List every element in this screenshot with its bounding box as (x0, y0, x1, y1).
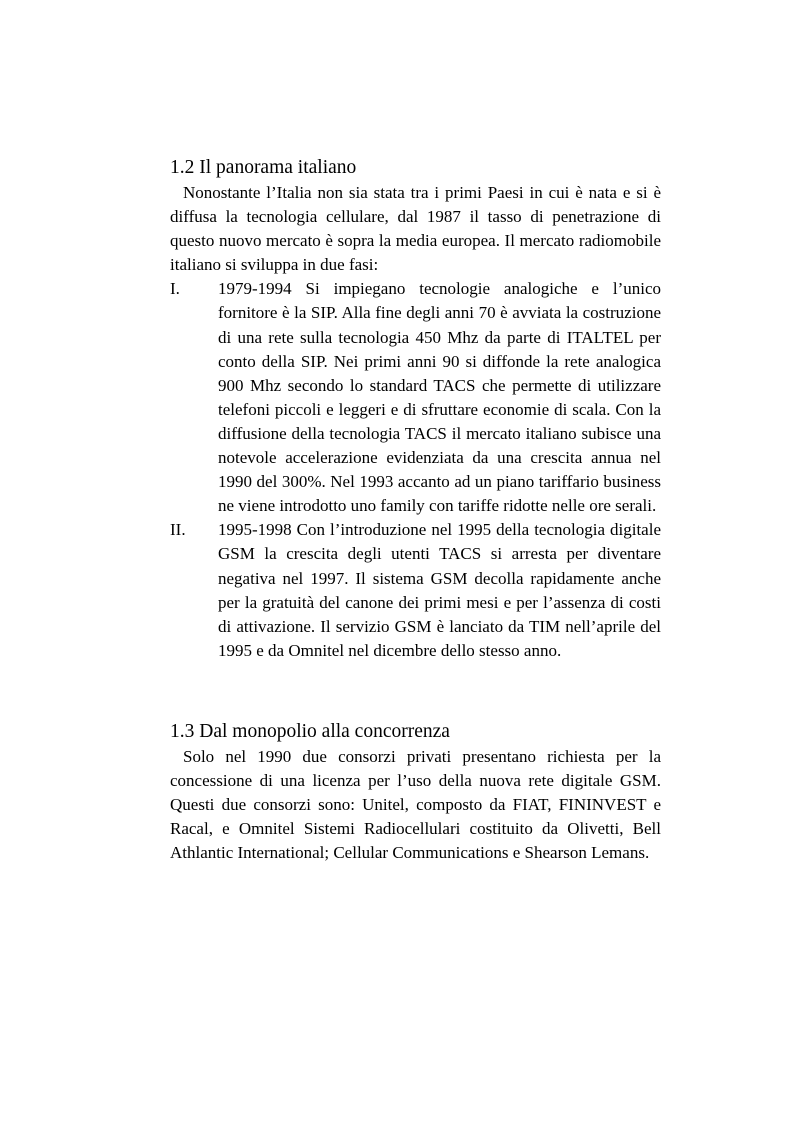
list-marker: I. (170, 279, 180, 299)
list-item-phase-2 (170, 518, 661, 663)
intro-paragraph: Nonostante l’Italia non sia stata tra i primi Paesi in cui è nata e si è diffusa la tecnologia cellulare, dal 1987 il tasso di penetrazione di questo nuovo mercato è sopra la media europea. Il mercato radiomobile italiano si sviluppa in due fasi: (170, 183, 661, 275)
section-heading-monopolio-concorrenza: 1.3 Dal monopolio alla concorrenza (170, 720, 450, 742)
concorrenza-paragraph: Solo nel 1990 due consorzi privati presentano richiesta per la concessione di una licenza per l’uso della nuova rete digitale GSM. Questi due consorzi sono: Unitel, composto da FIAT, FININVEST e Racal, e Omnitel Sistemi Radiocellulari costituito da Olivetti, Bell Athlantic International; Cellular Communications e Shearson Lemans. (170, 746, 661, 863)
phases-list (170, 277, 661, 663)
section-spacer (170, 663, 661, 719)
document-page (170, 155, 661, 865)
list-item-text: 1995-1998 Con l’introduzione nel 1995 della tecnologia digitale GSM la crescita degli utenti TACS si arresta per diventare negativa nel 1997. Il sistema GSM decolla rapidamente anche per la gratuità del canone dei primi mesi e per l’assenza di costi di attivazione. Il servizio GSM è lanciato da TIM nell’aprile del 1995 e da Omnitel nel dicembre dello stesso anno. (218, 520, 661, 660)
section-heading-panorama-italiano: 1.2 Il panorama italiano (170, 157, 357, 178)
list-item-phase-1 (170, 277, 661, 518)
list-item-text: 1979-1994 Si impiegano tecnologie analogiche e l’unico fornitore è la SIP. Alla fine degli anni 70 è avviata la costruzione di una rete sulla tecnologia 450 Mhz da parte di ITALTEL per conto della SIP. Nei primi anni 90 si diffonde la rete analogica 900 Mhz secondo lo standard TACS che permette di utilizzare telefoni piccoli e leggeri e di sfruttare economie di scala. Con la diffusione della tecnologia TACS il mercato italiano subisce una notevole accelerazione evidenziata da una crescita annua nel 1990 del 300%. Nel 1993 accanto ad un piano tariffario business ne viene introdotto uno family con tariffe ridotte nelle ore serali. (218, 279, 661, 516)
list-marker: II. (170, 520, 186, 540)
